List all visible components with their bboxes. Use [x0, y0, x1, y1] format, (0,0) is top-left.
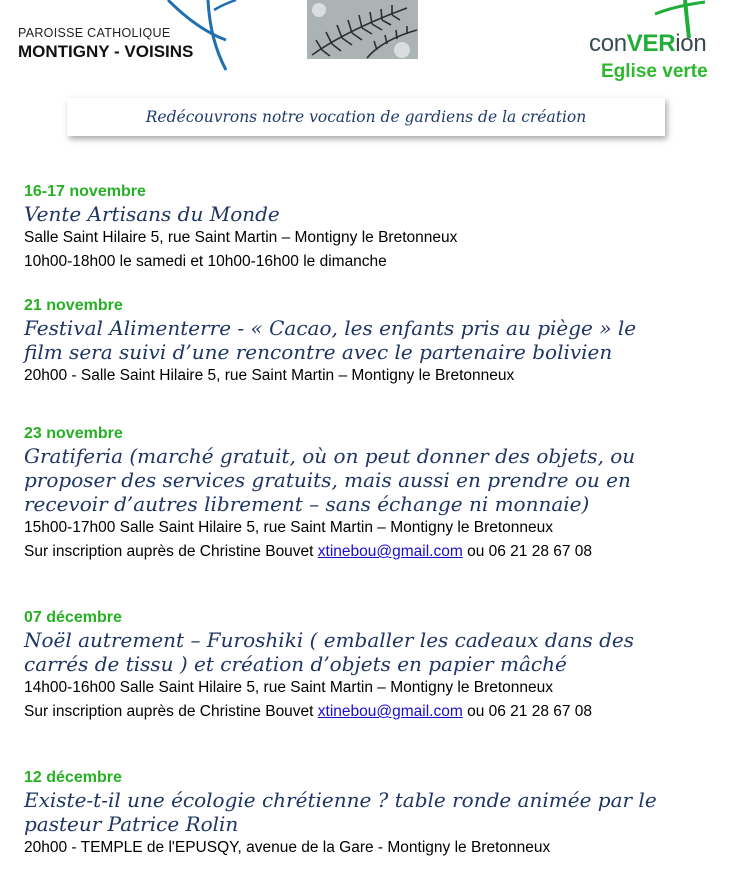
parish-name-line2: MONTIGNY - VOISINS — [18, 42, 194, 61]
conversion-wordmark: conVERion — [589, 30, 707, 57]
event-date: 21 novembre — [24, 297, 123, 314]
event-title: Gratiferia (marché gratuit, où on peut donner des objets, ou — [24, 444, 636, 468]
event-title: pasteur Patrice Rolin — [24, 812, 239, 836]
event-item — [24, 768, 736, 860]
event-title: recevoir d’autres librement – sans échange ni monnaie) — [24, 492, 590, 516]
event-detail: 20h00 - Salle Saint Hilaire 5, rue Saint Martin – Montigny le Bretonneux — [24, 367, 515, 384]
event-detail: 10h00-18h00 le samedi et 10h00-16h00 le dimanche — [24, 253, 387, 270]
event-detail: 20h00 - TEMPLE de l'EPUSQY, avenue de la Gare - Montigny le Bretonneux — [24, 839, 551, 856]
banner-text: Redécouvrons notre vocation de gardiens de la création — [145, 108, 587, 126]
email-link[interactable]: xtinebou@gmail.com — [317, 543, 463, 560]
parish-name-line1: PAROISSE CATHOLIQUE — [18, 26, 171, 40]
event-detail: 14h00-16h00 Salle Saint Hilaire 5, rue Saint Martin – Montigny le Bretonneux — [24, 679, 554, 696]
conversion-subtitle: Eglise verte — [601, 61, 708, 82]
event-date: 16-17 novembre — [24, 183, 146, 200]
banner — [67, 98, 665, 136]
event-title: Festival Alimenterre - « Cacao, les enfants pris au piège » le — [24, 316, 637, 340]
event-title: Vente Artisans du Monde — [24, 202, 280, 226]
event-title: Noël autrement – Furoshiki ( emballer les cadeaux dans des — [24, 628, 634, 652]
event-item — [24, 608, 736, 724]
event-contact: Sur inscription auprès de Christine Bouvet xtinebou@gmail.com ou 06 21 28 67 08 — [24, 543, 593, 560]
event-date: 23 novembre — [24, 425, 123, 442]
event-date: 07 décembre — [24, 609, 122, 626]
event-item — [24, 424, 736, 564]
event-item — [24, 182, 736, 274]
email-link[interactable]: xtinebou@gmail.com — [317, 703, 463, 720]
event-date: 12 décembre — [24, 769, 122, 786]
fern-photo — [307, 0, 418, 59]
event-title: proposer des services gratuits, mais aussi en prendre ou en — [24, 468, 631, 492]
event-detail: 15h00-17h00 Salle Saint Hilaire 5, rue Saint Martin – Montigny le Bretonneux — [24, 519, 554, 536]
event-title: carrés de tissu ) et création d’objets en papier mâché — [24, 652, 567, 676]
event-detail: Salle Saint Hilaire 5, rue Saint Martin – Montigny le Bretonneux — [24, 229, 458, 246]
parish-logo — [18, 0, 228, 72]
event-contact: Sur inscription auprès de Christine Bouvet xtinebou@gmail.com ou 06 21 28 67 08 — [24, 703, 593, 720]
event-item — [24, 296, 736, 388]
conversion-logo — [585, 0, 735, 90]
event-title: Existe-t-il une écologie chrétienne ? table ronde animée par le — [24, 788, 657, 812]
event-title: film sera suivi d’une rencontre avec le partenaire bolivien — [24, 340, 613, 364]
